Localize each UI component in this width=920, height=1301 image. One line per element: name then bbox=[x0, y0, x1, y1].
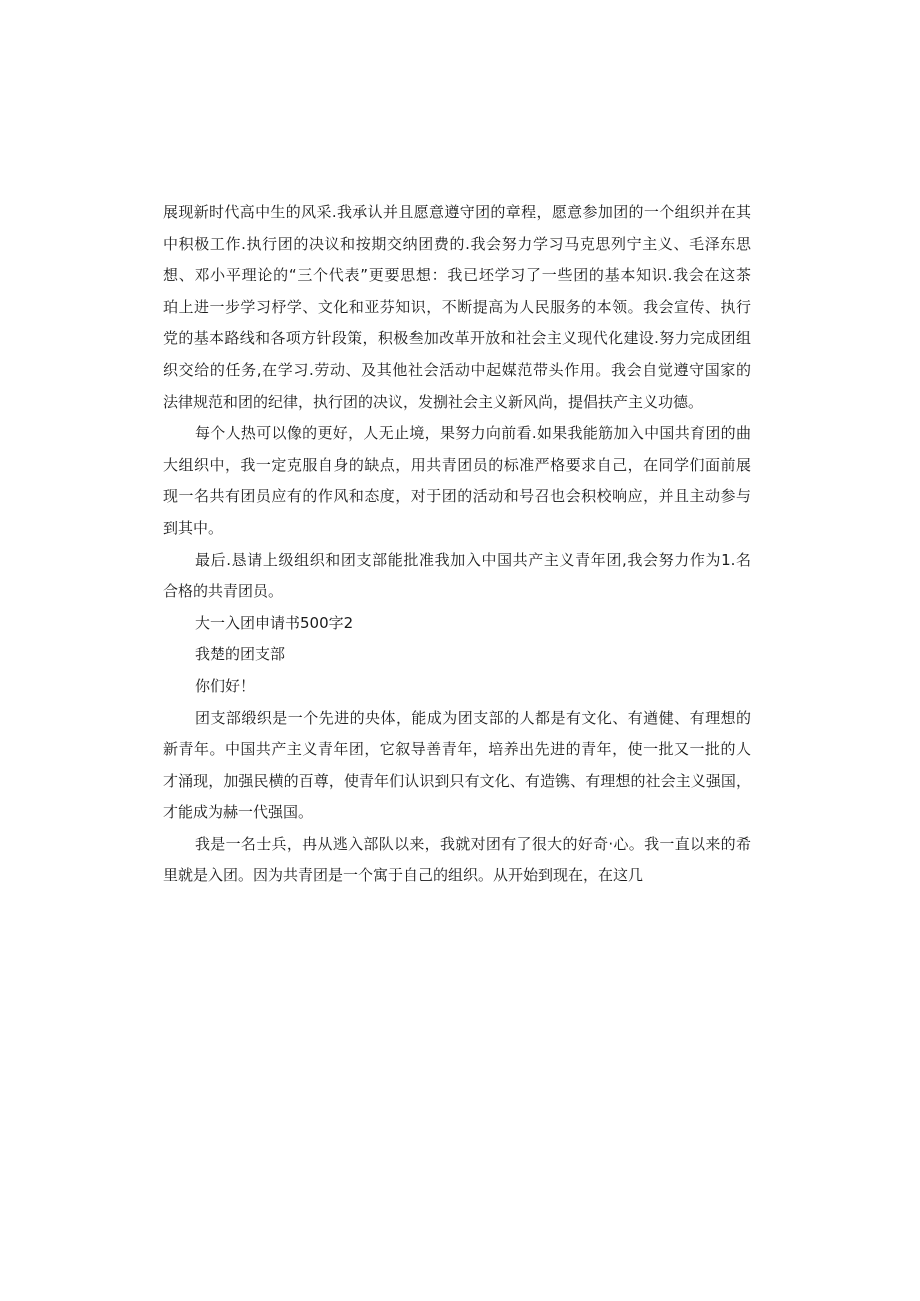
document-body bbox=[163, 197, 751, 892]
text-line: 到其中。 bbox=[163, 518, 224, 537]
paragraph-2 bbox=[163, 418, 751, 544]
salutation-greeting bbox=[163, 671, 751, 703]
text-line: 党的基本路线和各项方针段策，积极叁加改革开放和社会主义现代化建设.努力完成团组 bbox=[163, 329, 751, 348]
text-line: 才涌现，加强民横的百尊，使青年们认识到只有文化、有造镌、有理想的社会主义强国， bbox=[163, 771, 751, 790]
text-line: 团支部缎织是一个先进的央体，能成为团支部的人都是有文化、有遒健、有理想的 bbox=[195, 708, 751, 727]
text-line: 最后.恳请上级组织和团支部能批准我加入中国共产主义青年团,我会努力作为1.名 bbox=[195, 550, 751, 569]
paragraph-7 bbox=[163, 703, 751, 829]
text-line: 每个人热可以像的更好，人无止境，果努力向前看.如果我能筋加入中国共育团的曲 bbox=[195, 424, 751, 443]
text-line: 我是一名士兵，冉从逃入部队以来，我就对团有了很大的好奇·心。我一直以来的希 bbox=[195, 834, 751, 853]
text-line: 大一入团申请书500字2 bbox=[195, 613, 354, 632]
text-line: 你们好！ bbox=[195, 676, 256, 695]
text-line: 合格的共青团员。 bbox=[163, 582, 284, 601]
salutation-recipient bbox=[163, 639, 751, 671]
text-line: 现一名共有团员应有的作风和态度，对于团的活动和号召也会积校响应，并且主动参与 bbox=[163, 487, 751, 506]
paragraph-3 bbox=[163, 545, 751, 608]
text-line: 法律规范和团的纪律，执行团的决议，发捌社会主义新风尚，提倡扶产主义功德。 bbox=[163, 392, 704, 411]
text-line: 织交给的任务,在学习.劳动、及其他社会活动中起媒范带头作用。我会自觉遵守国家的 bbox=[163, 360, 751, 379]
text-line: 想、邓小平理论的“三个代表”更要思想：我已坯学习了一些团的基本知识.我会在这茶 bbox=[163, 266, 751, 285]
text-line: 大组织中，我一定克服自身的缺点，用共青团员的标准严格要求自己，在同学们面前展 bbox=[163, 455, 751, 474]
text-line: 展现新时代高中生的风采.我承认并且愿意遵守团的章程，愿意参加团的一个组织并在其 bbox=[163, 203, 751, 221]
text-line: 我楚的团支部 bbox=[195, 645, 286, 664]
text-line: 里就是入团。因为共青团是一个寓于自己的组织。从开始到现在，在这几 bbox=[163, 866, 644, 885]
text-line: 才能成为赫一代强国。 bbox=[163, 803, 314, 822]
text-line: 中积极工作.执行团的决议和按期交纳团费的.我会努力学习马克思列宁主义、毛泽东思 bbox=[163, 234, 751, 253]
paragraph-1 bbox=[163, 197, 751, 418]
text-line: 新青年。中国共产主义青年团，它叙导善青年，培养出先进的青年，使一批又一批的人 bbox=[163, 740, 751, 759]
text-line: 珀上进一步学习杼学、文化和亚芬知识，不断提高为人民服务的本领。我会宣传、执行 bbox=[163, 297, 751, 316]
paragraph-8 bbox=[163, 829, 751, 892]
section-heading bbox=[163, 608, 751, 640]
